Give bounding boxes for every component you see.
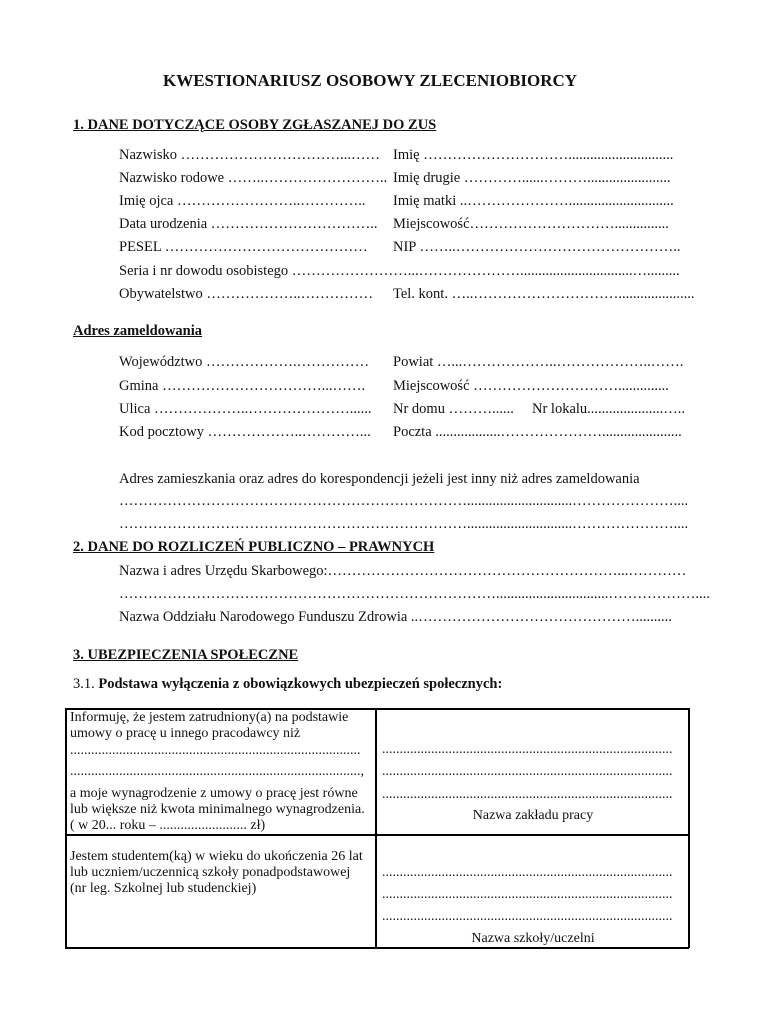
table-border-right	[688, 708, 690, 948]
page-title: KWESTIONARIUSZ OSOBOWY ZLECENIOBIORCY	[163, 71, 578, 90]
field-nazwisko-rodowe[interactable]: Nazwisko rodowe ……..……………………..	[119, 170, 388, 186]
field-nfz[interactable]: Nazwa Oddziału Narodowego Funduszu Zdrowia ..………………………………………..........	[119, 609, 672, 625]
field-data-urodzenia[interactable]: Data urodzenia ……………………………..	[119, 216, 378, 232]
field-imie-ojca[interactable]: Imię ojca ……………………..…………..	[119, 193, 366, 209]
field-nr-domu[interactable]: Nr domu ………......	[393, 401, 514, 417]
subsection-3-1	[73, 677, 502, 692]
row2-text-1: Jestem studentem(ką) w wieku do ukończenia 26 lat	[70, 849, 363, 864]
adres-zamieszkania-line-2[interactable]: ……………………………………………………………….............................…………………....	[119, 516, 689, 532]
field-imie-drugie[interactable]: Imię drugie …………......……….......................	[393, 170, 671, 186]
row2-text-2: lub uczniem/uczennicą szkoły ponadpodstawowej	[70, 865, 351, 880]
field-miejscowosc[interactable]: Miejscowość…………………………...............	[393, 216, 669, 232]
field-powiat[interactable]: Powiat …...………………..………………..…….	[393, 354, 684, 370]
field-tel-kont[interactable]: Tel. kont. …..………………………….....................	[393, 286, 695, 302]
field-urzad-skarbowy[interactable]: Nazwa i adres Urzędu Skarbowego:……………………………………………………...…………	[119, 563, 687, 579]
table-border-bottom	[65, 947, 689, 949]
table-row-divider	[65, 834, 689, 836]
row1-text-1: Informuję, że jestem zatrudniony(a) na podstawie	[70, 710, 349, 725]
row1-right-dots-2[interactable]: ...................................................................................	[382, 764, 673, 779]
table-col-divider	[375, 708, 377, 948]
row1-text-3: a moje wynagrodzenie z umowy o pracę jest równe	[70, 786, 358, 801]
row1-right-dots-1[interactable]: ...................................................................................	[382, 742, 673, 757]
section-3-heading: 3. UBEZPIECZENIA SPOŁECZNE	[73, 647, 299, 663]
subsection-number: 3.1.	[73, 676, 95, 692]
row1-text-4: lub większe niż kwota minimalnego wynagrodzenia.	[70, 802, 365, 817]
row2-right-dots-1[interactable]: ...................................................................................	[382, 865, 673, 880]
field-poczta[interactable]: Poczta ..................…………………......................	[393, 424, 682, 440]
nazwa-zakladu-pracy-label: Nazwa zakładu pracy	[472, 808, 594, 823]
field-imie[interactable]: Imię ………………………….............................	[393, 147, 674, 163]
field-miejscowosc-2[interactable]: Miejscowość …………………………..............	[393, 378, 669, 394]
section-2-heading: 2. DANE DO ROZLICZEŃ PUBLICZNO – PRAWNYCH	[73, 539, 435, 555]
nazwa-szkoly-label: Nazwa szkoły/uczelni	[471, 931, 595, 946]
section-1-heading: 1. DANE DOTYCZĄCE OSOBY ZGŁASZANEJ DO ZUS	[73, 117, 437, 133]
field-nazwisko[interactable]: Nazwisko ……………………………...……	[119, 147, 380, 163]
field-imie-matki[interactable]: Imię matki ..………………….............................	[393, 193, 674, 209]
row2-text-3: (nr leg. Szkolnej lub studenckiej)	[70, 881, 257, 896]
row1-right-dots-3[interactable]: ...................................................................................	[382, 787, 673, 802]
adres-zamieszkania-line-1[interactable]: ……………………………………………………………….............................…………………....	[119, 493, 689, 509]
field-nr-lokalu[interactable]: Nr lokalu.....................…..	[532, 401, 686, 417]
urzad-skarbowy-line-2[interactable]: ……………………………………………………………………...............................………………....	[119, 586, 710, 602]
row1-employer-dots-2[interactable]: ...................................................................................,	[70, 764, 364, 779]
row2-right-dots-3[interactable]: ...................................................................................	[382, 909, 673, 924]
field-wojewodztwo[interactable]: Województwo ……………….……………	[119, 354, 370, 370]
row1-text-5[interactable]: ( w 20... roku – ......................... zł)	[70, 818, 266, 833]
field-obywatelstwo[interactable]: Obywatelstwo ………………..……………	[119, 286, 374, 302]
subsection-heading: Podstawa wyłączenia z obowiązkowych ubezpieczeń społecznych:	[98, 676, 503, 692]
row1-employer-dots-1[interactable]: ...................................................................................	[70, 743, 361, 758]
adres-zameldowania-heading: Adres zameldowania	[73, 323, 203, 339]
row1-text-2: umowy o pracę u innego pracodawcy niż	[70, 726, 301, 741]
adres-zamieszkania-label: Adres zamieszkania oraz adres do korespondencji jeżeli jest inny niż adres zameldowania	[119, 471, 640, 487]
field-kod-pocztowy[interactable]: Kod pocztowy ………………..…………...	[119, 424, 371, 440]
field-nip[interactable]: NIP ……..………………………………………..	[393, 239, 681, 255]
field-ulica[interactable]: Ulica ………………..…………………......	[119, 401, 372, 417]
table-border-left	[65, 708, 67, 948]
row2-right-dots-2[interactable]: ...................................................................................	[382, 887, 673, 902]
field-gmina[interactable]: Gmina ……………………………...…….	[119, 378, 366, 394]
field-seria-dowodu[interactable]: Seria i nr dowodu osobistego ……………………...…………………...............................….........	[119, 263, 680, 279]
field-pesel[interactable]: PESEL ……………………………………	[119, 239, 368, 255]
